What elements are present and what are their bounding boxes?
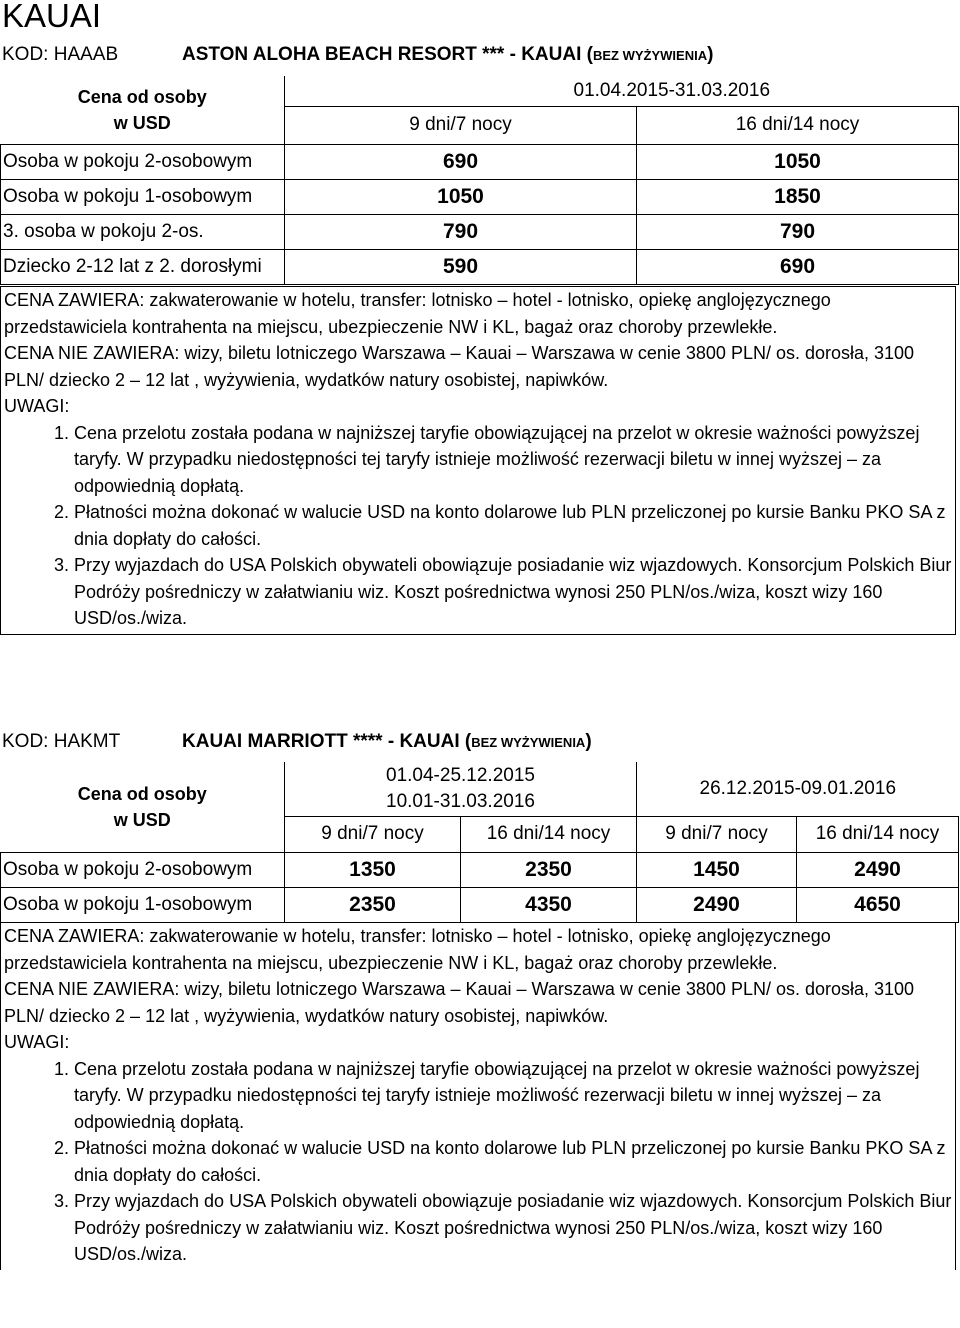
price-value: 1050 (285, 179, 637, 214)
price-label-cell: Cena od osoby w USD (1, 76, 285, 144)
duration-header: 16 dni/14 nocy (797, 816, 959, 852)
price-value: 1350 (285, 852, 461, 887)
period-header: 26.12.2015-09.01.2016 (637, 762, 959, 816)
list-item: 1. Cena przelotu została podana w najniższej taryfie obowiązującej na przelot w okresie ważności powyższej taryfy. W przypadku niedostępności tej taryfy istnieje możliwość rezerwacji biletu w innej wyższej – za odpowiednią dopłatą. (74, 420, 955, 500)
price-label-cell: Cena od osoby w USD (1, 762, 285, 852)
row-label: 3. osoba w pokoju 2-os. (1, 214, 285, 249)
price-value: 4350 (461, 887, 637, 922)
row-label: Osoba w pokoju 2-osobowym (1, 852, 285, 887)
excludes-paragraph: CENA NIE ZAWIERA: wizy, biletu lotniczego Warszawa – Kauai – Warszawa w cenie 3800 PLN/ os. dorosła, 3100 PLN/ dziecko 2 – 12 lat , wyżywienia, wydatków natury osobistej, napiwków. (4, 979, 915, 1026)
list-item: 2. Płatności można dokonać w walucie USD na konto dolarowe lub PLN przeliczonej po kursie Banku PKO SA z dnia dopłaty do całości. (74, 499, 955, 552)
price-value: 690 (637, 249, 959, 284)
hotel-name: ASTON ALOHA BEACH RESORT *** - KAUAI (BEZ WYŻYWIENIA) (182, 44, 714, 65)
price-value: 590 (285, 249, 637, 284)
hotel-name: KAUAI MARRIOTT **** - KAUAI (BEZ WYŻYWIENIA) (182, 731, 592, 752)
list-item: 3. Przy wyjazdach do USA Polskich obywateli obowiązuje posiadanie wiz wjazdowych. Konsorcjum Polskich Biur Podróży pośredniczy w załatwianiu wiz. Koszt pośrednictwa wynosi 250 PLN/os./wiza, koszt wizy 160 USD/os./wiza. (74, 552, 955, 632)
notes-list (4, 420, 955, 632)
includes-paragraph: CENA ZAWIERA: zakwaterowanie w hotelu, transfer: lotnisko – hotel - lotnisko, opiekę anglojęzycznego przedstawiciela kontrahenta na miejscu, ubezpieczenie NW i KL, bagaż oraz choroby przewlekłe. (4, 926, 831, 973)
notes-label: UWAGI: (4, 1032, 70, 1052)
duration-header: 9 dni/7 nocy (285, 816, 461, 852)
duration-header: 9 dni/7 nocy (637, 816, 797, 852)
includes-label: CENA ZAWIERA (4, 290, 140, 310)
includes-label: CENA ZAWIERA (4, 926, 140, 946)
row-label: Osoba w pokoju 1-osobowym (1, 179, 285, 214)
duration-header: 16 dni/14 nocy (637, 106, 959, 144)
notes-label: UWAGI: (4, 396, 70, 416)
period-header: 01.04.2015-31.03.2016 (285, 76, 959, 106)
excludes-paragraph: CENA NIE ZAWIERA: wizy, biletu lotniczego Warszawa – Kauai – Warszawa w cenie 3800 PLN/ os. dorosła, 3100 PLN/ dziecko 2 – 12 lat , wyżywienia, wydatków natury osobistej, napiwków. (4, 343, 915, 390)
notes-list (4, 1056, 955, 1268)
row-label: Dziecko 2-12 lat z 2. dorosłymi (1, 249, 285, 284)
price-value: 790 (637, 214, 959, 249)
price-value: 4650 (797, 887, 959, 922)
list-item: 2. Płatności można dokonać w walucie USD na konto dolarowe lub PLN przeliczonej po kursie Banku PKO SA z dnia dopłaty do całości. (74, 1135, 955, 1188)
page-title: KAUAI (2, 0, 102, 34)
list-item: 3. Przy wyjazdach do USA Polskich obywateli obowiązuje posiadanie wiz wjazdowych. Konsorcjum Polskich Biur Podróży pośredniczy w załatwianiu wiz. Koszt pośrednictwa wynosi 250 PLN/os./wiza, koszt wizy 160 USD/os./wiza. (74, 1188, 955, 1268)
price-value: 690 (285, 144, 637, 179)
price-table (0, 76, 959, 285)
price-table (0, 762, 959, 923)
price-value: 1450 (637, 852, 797, 887)
excludes-label: CENA NIE ZAWIERA (4, 343, 175, 363)
price-value: 2490 (637, 887, 797, 922)
list-item: 1. Cena przelotu została podana w najniższej taryfie obowiązującej na przelot w okresie ważności powyższej taryfy. W przypadku niedostępności tej taryfy istnieje możliwość rezerwacji biletu w innej wyższej – za odpowiednią dopłatą. (74, 1056, 955, 1136)
includes-paragraph: CENA ZAWIERA: zakwaterowanie w hotelu, transfer: lotnisko – hotel - lotnisko, opiekę anglojęzycznego przedstawiciela kontrahenta na miejscu, ubezpieczenie NW i KL, bagaż oraz choroby przewlekłe. (4, 290, 831, 337)
price-value: 2350 (285, 887, 461, 922)
row-label: Osoba w pokoju 2-osobowym (1, 144, 285, 179)
price-value: 2490 (797, 852, 959, 887)
hotel-code: KOD: HAAAB (2, 44, 119, 65)
duration-header: 9 dni/7 nocy (285, 106, 637, 144)
terms-box (0, 922, 956, 1270)
hotel-code: KOD: HAKMT (2, 731, 121, 752)
terms-box (0, 286, 956, 635)
price-value: 1050 (637, 144, 959, 179)
excludes-label: CENA NIE ZAWIERA (4, 979, 175, 999)
row-label: Osoba w pokoju 1-osobowym (1, 887, 285, 922)
duration-header: 16 dni/14 nocy (461, 816, 637, 852)
period-header: 01.04-25.12.2015 10.01-31.03.2016 (285, 762, 637, 816)
price-value: 1850 (637, 179, 959, 214)
price-value: 790 (285, 214, 637, 249)
price-value: 2350 (461, 852, 637, 887)
